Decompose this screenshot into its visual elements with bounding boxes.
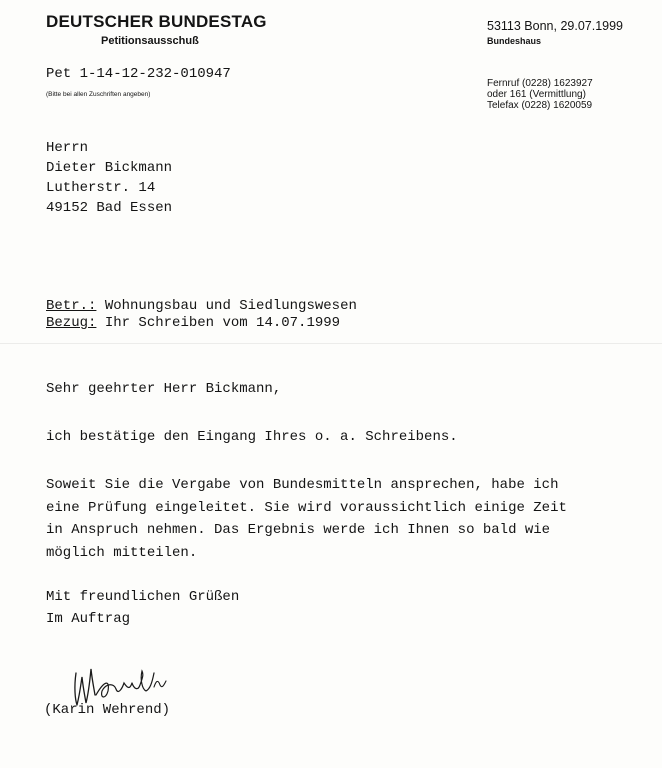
phone-alt: oder 161 (Vermittlung) bbox=[487, 89, 586, 100]
bezug-label: Bezug: bbox=[46, 315, 97, 331]
paragraph-review bbox=[46, 474, 567, 564]
paragraph-line: Soweit Sie die Vergabe von Bundesmitteln ansprechen, habe ich bbox=[46, 477, 559, 493]
recipient-city: 49152 Bad Essen bbox=[46, 200, 173, 216]
greeting: Sehr geehrter Herr Bickmann, bbox=[46, 381, 282, 397]
sender-committee: Petitionsausschuß bbox=[101, 35, 199, 47]
closing-block bbox=[46, 586, 239, 630]
recipient-salutation: Herrn bbox=[46, 140, 89, 156]
contact-block bbox=[487, 78, 593, 111]
recipient-street: Lutherstr. 14 bbox=[46, 180, 156, 196]
petition-reference: Pet 1-14-12-232-010947 bbox=[46, 66, 231, 82]
fold-line bbox=[0, 343, 662, 344]
bezug-value: Ihr Schreiben vom 14.07.1999 bbox=[104, 315, 341, 331]
place-date: 53113 Bonn, 29.07.1999 bbox=[487, 19, 624, 33]
paragraph-acknowledgement: ich bestätige den Eingang Ihres o. a. Schreibens. bbox=[46, 429, 458, 445]
fax-number: Telefax (0228) 1620059 bbox=[487, 100, 593, 111]
sender-organization: DEUTSCHER BUNDESTAG bbox=[46, 12, 267, 31]
closing-on-behalf: Im Auftrag bbox=[46, 611, 131, 627]
phone-number: Fernruf (0228) 1623927 bbox=[487, 78, 593, 89]
signer-name: (Karin Wehrend) bbox=[44, 702, 171, 718]
building-name: Bundeshaus bbox=[487, 36, 542, 46]
recipient-name: Dieter Bickmann bbox=[46, 160, 173, 176]
recipient-address bbox=[46, 138, 172, 198]
betr-label: Betr.: bbox=[46, 298, 97, 314]
reference-note: (Bitte bei allen Zuschriften angeben) bbox=[46, 91, 151, 98]
betr-value: Wohnungsbau und Siedlungswesen bbox=[104, 298, 357, 314]
subject-block bbox=[46, 298, 357, 332]
paragraph-line: möglich mitteilen. bbox=[46, 544, 198, 561]
closing-greeting: Mit freundlichen Grüßen bbox=[46, 589, 240, 605]
paragraph-line: eine Prüfung eingeleitet. Sie wird voraussichtlich einige Zeit bbox=[46, 499, 567, 516]
paragraph-line: in Anspruch nehmen. Das Ergebnis werde ich Ihnen so bald wie bbox=[46, 522, 551, 538]
